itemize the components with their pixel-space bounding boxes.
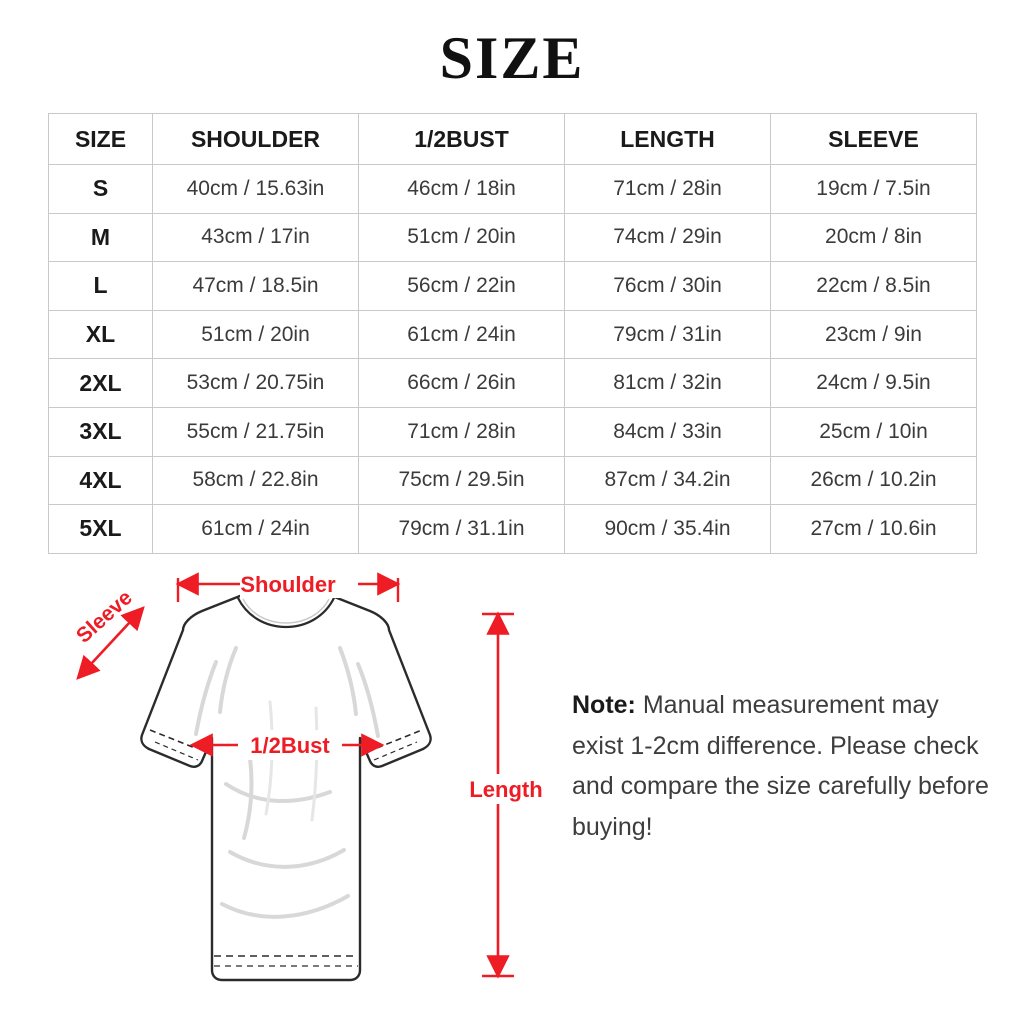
sleeve-label: Sleeve <box>71 586 137 648</box>
note-block <box>572 685 992 847</box>
cell-sleeve: 22cm / 8.5in <box>771 262 977 311</box>
column-header-sleeve: SLEEVE <box>771 114 977 165</box>
cell-sleeve: 24cm / 9.5in <box>771 359 977 408</box>
cell-size: L <box>49 262 153 311</box>
cell-length: 74cm / 29in <box>565 213 771 262</box>
cell-shoulder: 40cm / 15.63in <box>153 165 359 214</box>
note-text: Manual measurement may exist 1-2cm difference. Please check and compare the size carefully before buying! <box>572 691 989 841</box>
cell-bust: 56cm / 22in <box>359 262 565 311</box>
cell-size: 5XL <box>49 505 153 554</box>
page-title: SIZE <box>439 25 585 91</box>
cell-size: XL <box>49 310 153 359</box>
cell-shoulder: 61cm / 24in <box>153 505 359 554</box>
cell-size: 3XL <box>49 407 153 456</box>
tshirt-illustration <box>141 594 430 980</box>
cell-sleeve: 27cm / 10.6in <box>771 505 977 554</box>
column-header-bust: 1/2BUST <box>359 114 565 165</box>
cell-shoulder: 51cm / 20in <box>153 310 359 359</box>
table-row <box>49 359 977 408</box>
cell-bust: 79cm / 31.1in <box>359 505 565 554</box>
sleeve-measure <box>72 586 143 678</box>
cell-bust: 51cm / 20in <box>359 213 565 262</box>
bust-label: 1/2Bust <box>250 733 330 758</box>
table-row <box>49 310 977 359</box>
column-header-length: LENGTH <box>565 114 771 165</box>
cell-bust: 71cm / 28in <box>359 407 565 456</box>
column-header-size: SIZE <box>49 114 153 165</box>
length-label: Length <box>469 777 543 802</box>
cell-shoulder: 43cm / 17in <box>153 213 359 262</box>
cell-shoulder: 47cm / 18.5in <box>153 262 359 311</box>
shoulder-label: Shoulder <box>240 572 336 597</box>
cell-length: 90cm / 35.4in <box>565 505 771 554</box>
cell-length: 81cm / 32in <box>565 359 771 408</box>
cell-size: 2XL <box>49 359 153 408</box>
cell-length: 84cm / 33in <box>565 407 771 456</box>
cell-size: 4XL <box>49 456 153 505</box>
cell-sleeve: 19cm / 7.5in <box>771 165 977 214</box>
cell-sleeve: 26cm / 10.2in <box>771 456 977 505</box>
cell-bust: 61cm / 24in <box>359 310 565 359</box>
column-header-shoulder: SHOULDER <box>153 114 359 165</box>
size-chart-table <box>48 113 977 554</box>
cell-shoulder: 58cm / 22.8in <box>153 456 359 505</box>
cell-shoulder: 55cm / 21.75in <box>153 407 359 456</box>
cell-length: 79cm / 31in <box>565 310 771 359</box>
table-row <box>49 262 977 311</box>
table-header-row <box>49 114 977 165</box>
note-label: Note: <box>572 691 636 719</box>
cell-bust: 66cm / 26in <box>359 359 565 408</box>
cell-shoulder: 53cm / 20.75in <box>153 359 359 408</box>
length-measure <box>469 614 550 976</box>
cell-bust: 46cm / 18in <box>359 165 565 214</box>
cell-length: 71cm / 28in <box>565 165 771 214</box>
cell-sleeve: 25cm / 10in <box>771 407 977 456</box>
table-row <box>49 505 977 554</box>
measurement-diagram <box>30 552 550 1012</box>
shoulder-measure <box>178 570 398 602</box>
cell-size: S <box>49 165 153 214</box>
table-row <box>49 456 977 505</box>
cell-size: M <box>49 213 153 262</box>
cell-length: 87cm / 34.2in <box>565 456 771 505</box>
table-row <box>49 213 977 262</box>
cell-length: 76cm / 30in <box>565 262 771 311</box>
cell-sleeve: 20cm / 8in <box>771 213 977 262</box>
cell-sleeve: 23cm / 9in <box>771 310 977 359</box>
table-row <box>49 407 977 456</box>
cell-bust: 75cm / 29.5in <box>359 456 565 505</box>
table-row <box>49 165 977 214</box>
